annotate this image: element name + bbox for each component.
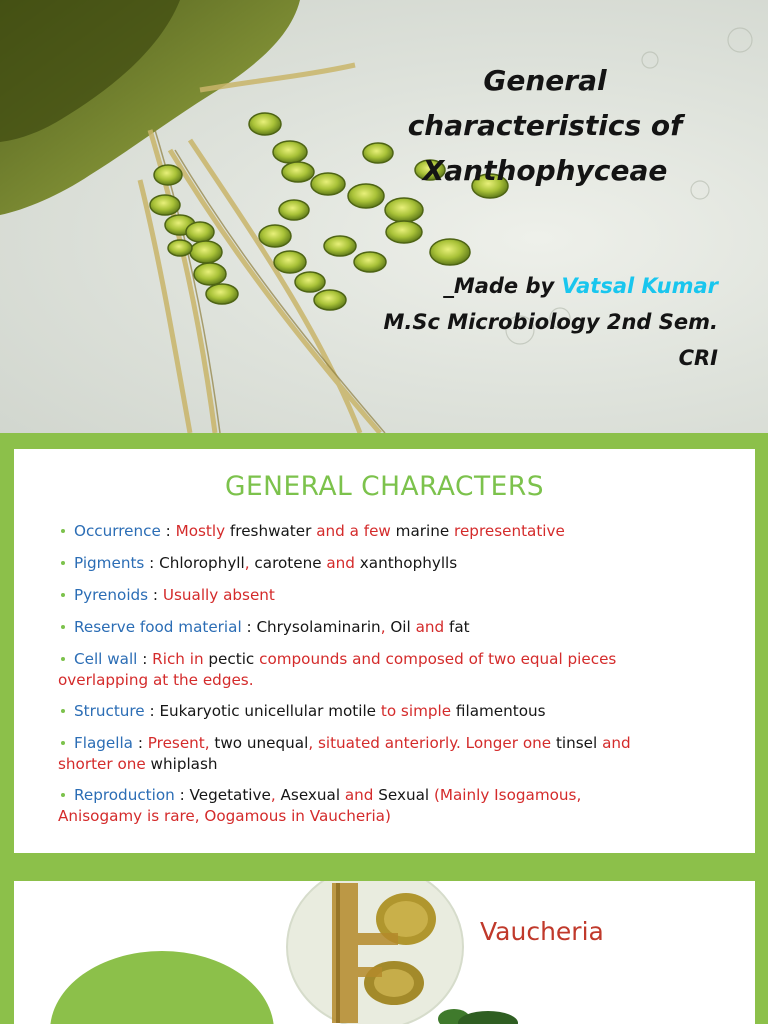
general-characters-slide [14,449,755,853]
character-text: Present, [147,734,215,752]
presentation-title: General characteristics of Xanthophyceae [407,64,683,187]
character-label: Structure [74,702,145,720]
character-text: Usually absent [162,586,275,604]
character-label: Cell wall [74,650,138,668]
vaucheria-slide [14,881,755,1024]
character-text: fat [444,618,470,636]
character-text: pectic [208,650,260,668]
character-text: , [244,554,255,572]
character-text: filamentous [455,702,546,720]
vaucheria-illustration [14,881,755,1024]
character-text: overlapping at the edges. [58,671,254,689]
character-label: Flagella [74,734,133,752]
character-item [74,521,744,542]
character-text: whiplash [150,755,218,773]
character-text: , [270,786,281,804]
label-separator: : [174,786,190,804]
character-text-continuation [58,806,744,827]
character-text: Sexual [378,786,434,804]
character-item [58,649,744,691]
character-text: marine [390,522,455,540]
character-label: Reproduction [74,786,175,804]
character-text: Asexual [280,786,345,804]
character-label: Pyrenoids [74,586,149,604]
character-text: and [326,554,355,572]
character-item [58,785,744,827]
character-item [74,553,744,574]
made-by-line [383,268,718,304]
character-text: Mostly [175,522,226,540]
character-item [74,585,744,606]
character-text: Oil [390,618,416,636]
label-separator: : [148,586,163,604]
character-text: Eukaryotic unicellular motile [159,702,381,720]
character-text: shorter one [58,755,151,773]
character-label: Pigments [74,554,145,572]
character-text: representative [454,522,565,540]
label-separator: : [144,702,160,720]
character-text: tinsel [555,734,603,752]
character-item [74,701,744,722]
label-separator: : [241,618,257,636]
character-text: Chlorophyll [159,554,245,572]
characters-list [58,521,744,837]
vaucheria-label: Vaucheria [480,917,604,946]
character-item [58,733,744,775]
character-text-continuation [58,754,744,775]
label-separator: : [144,554,160,572]
institution-line: CRI [678,346,718,370]
course-line: M.Sc Microbiology 2nd Sem. [383,310,718,334]
character-text: compounds and composed of two equal pieces [259,650,617,668]
character-text-continuation [58,670,744,691]
title-slide [0,0,768,433]
character-text: (Mainly Isogamous, [433,786,582,804]
character-label: Occurrence [74,522,161,540]
character-text: Rich in [152,650,209,668]
character-text: freshwater [225,522,317,540]
character-text: Vegetative [189,786,271,804]
character-text: xanthophylls [354,554,458,572]
character-item [74,617,744,638]
character-text: two unequal [214,734,309,752]
character-text: to simple [380,702,456,720]
made-by-prefix: _Made by [443,274,562,298]
character-label: Reserve food material [74,618,242,636]
character-text: and [344,786,379,804]
character-text: carotene [254,554,327,572]
character-text: Anisogamy is rare, Oogamous in Vaucheria) [58,807,391,825]
slide-heading: GENERAL CHARACTERS [224,471,545,502]
label-separator: : [160,522,176,540]
character-text: , [380,618,391,636]
character-text: and a few [316,522,391,540]
author-name: Vatsal Kumar [561,274,718,298]
author-credit [383,268,718,376]
character-text: and [415,618,445,636]
character-text: and [602,734,631,752]
character-text: Chrysolaminarin [256,618,381,636]
label-separator: : [133,734,148,752]
character-text: , situated anteriorly. Longer one [308,734,556,752]
label-separator: : [137,650,153,668]
